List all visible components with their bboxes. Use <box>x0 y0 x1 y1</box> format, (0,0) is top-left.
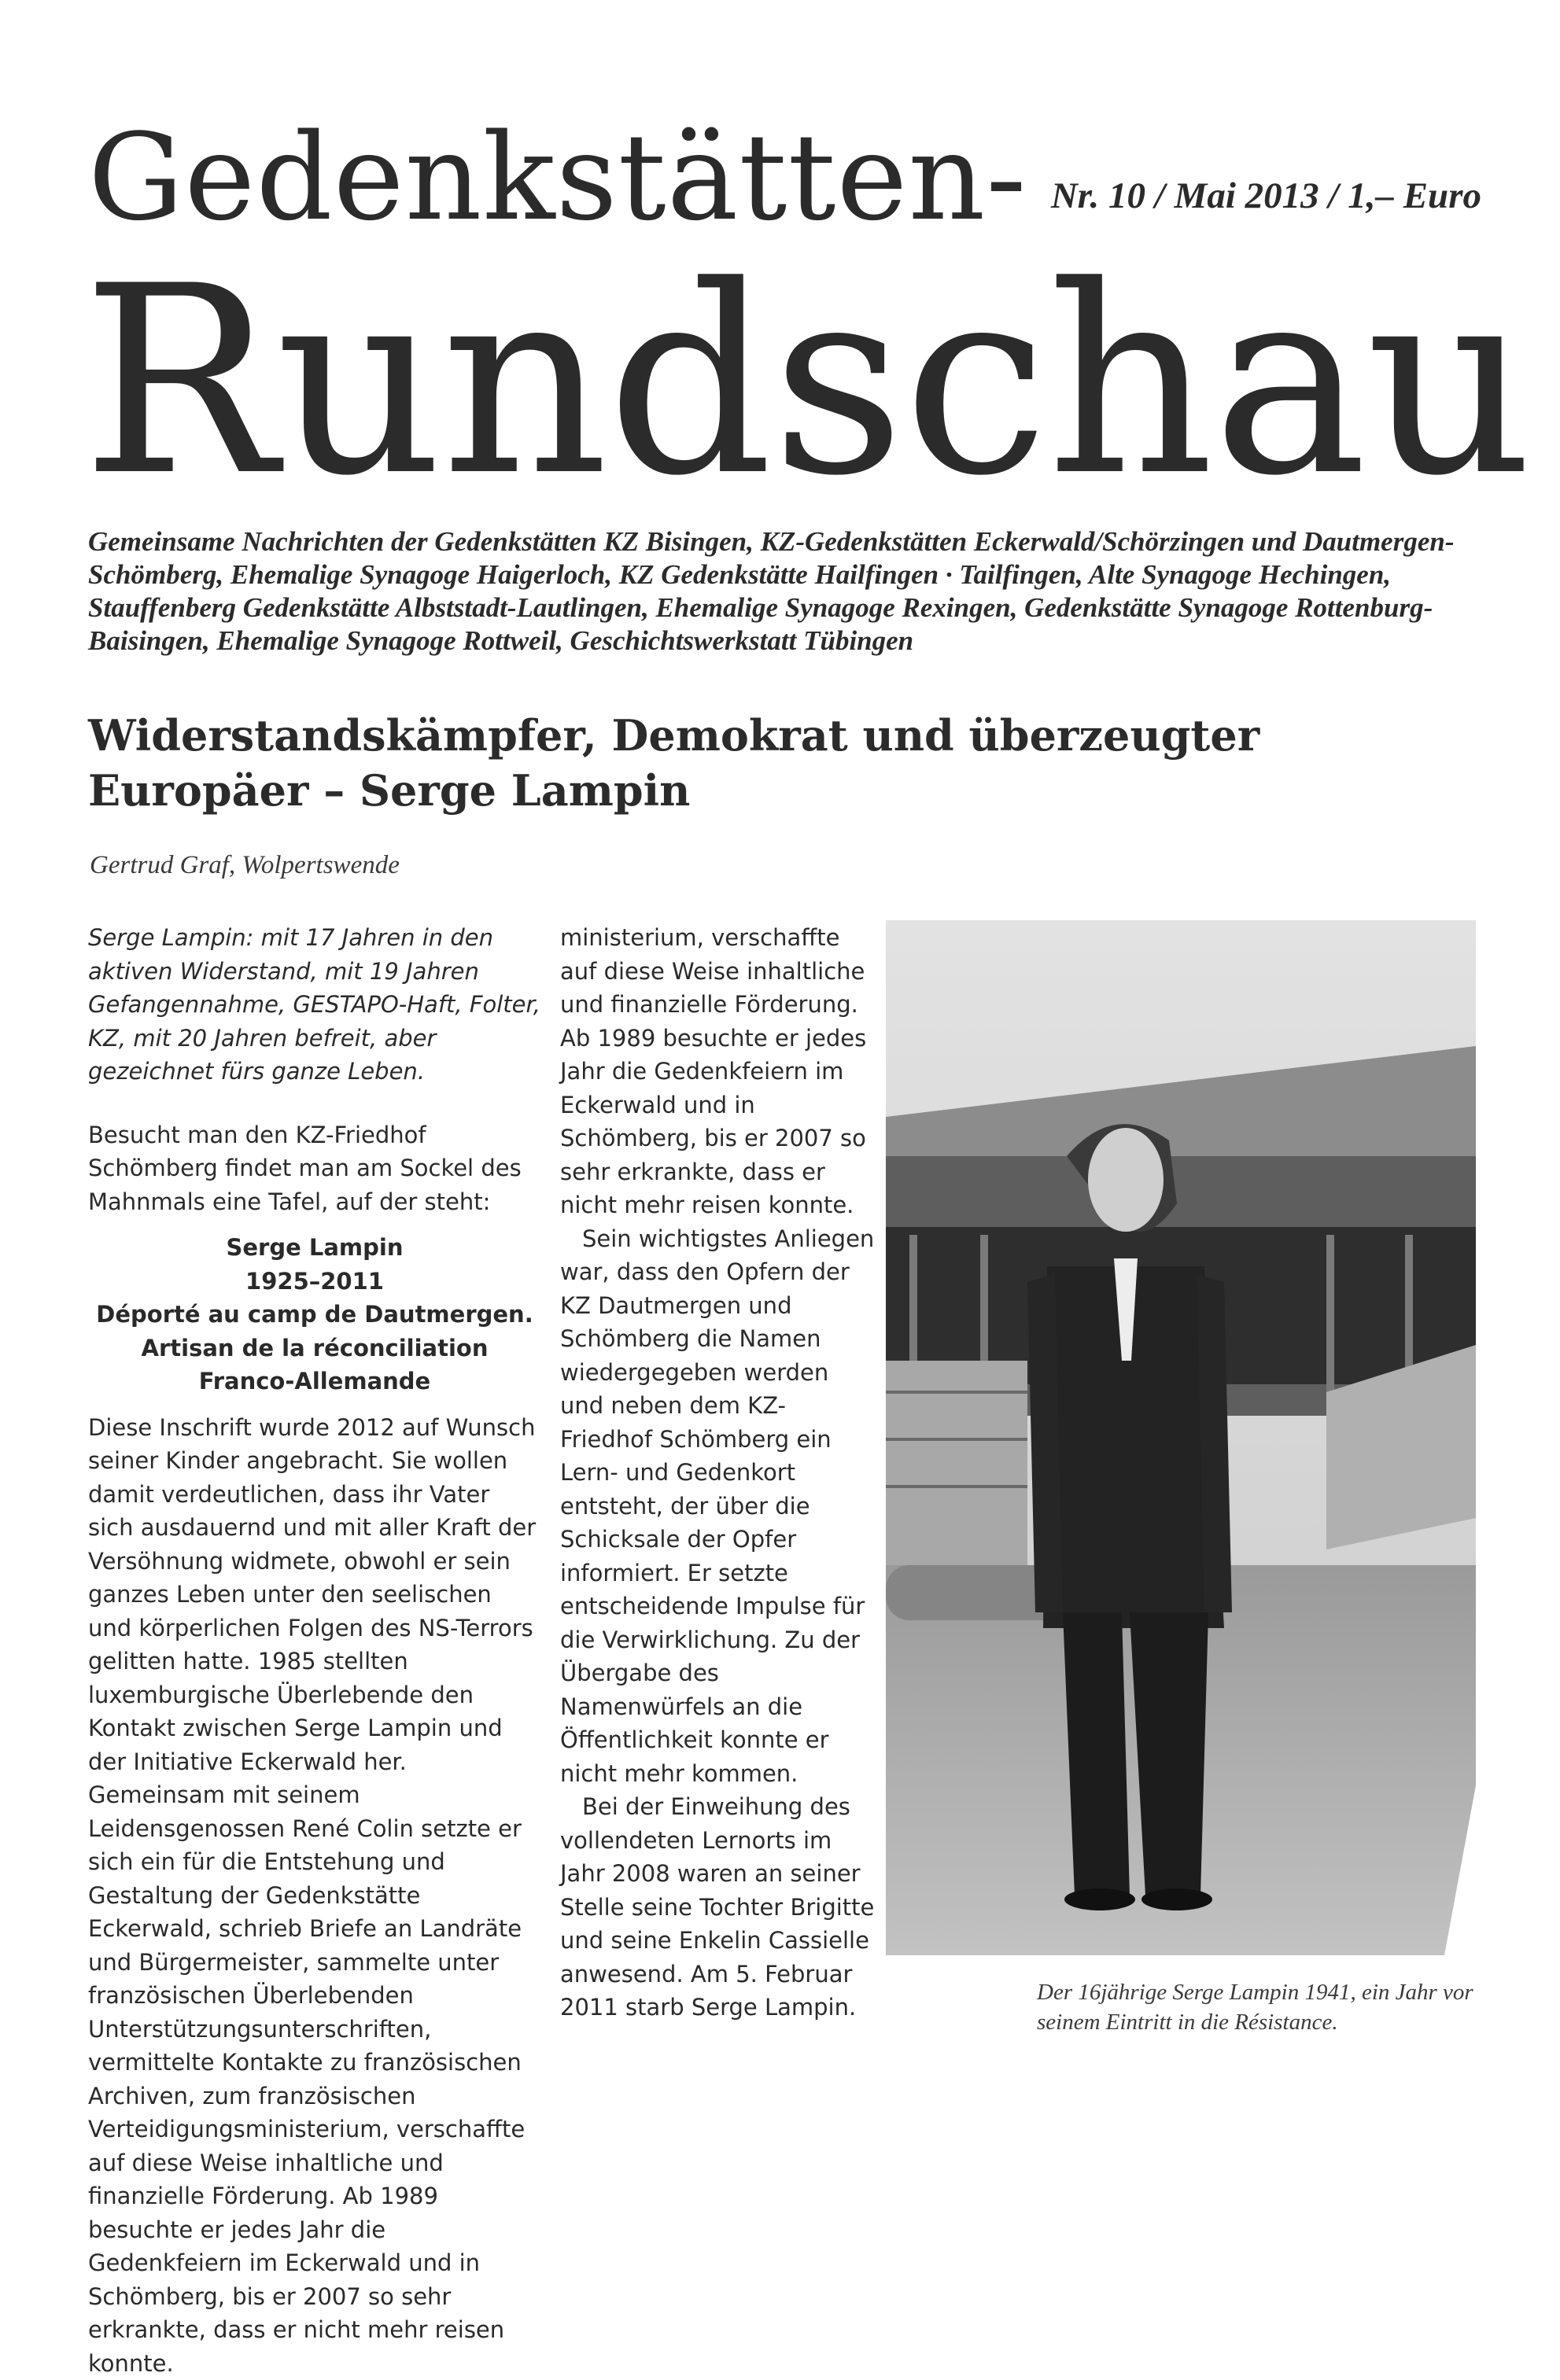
article-column-2 <box>560 921 875 2024</box>
issue-info: Nr. 10 / Mai 2013 / 1,– Euro <box>1050 175 1481 216</box>
article-intro: Serge Lampin: mit 17 Jahren in den aktiven Widerstand, mit 19 Jahren Gefangennahme, GESTAPO-Haft, Folter, KZ, mit 20 Jahren befreit, aber gezeichnet fürs ganze Leben. <box>88 924 541 1085</box>
subtitle: Gemeinsame Nachrichten der Gedenkstätten KZ Bisingen, KZ-Gedenkstätten Eckerwald/Schörzingen und Dautmergen-Schömberg, Ehemalige Synagoge Haigerloch, KZ Gedenkstätte Hailfingen · Tailfingen, Alte Synagoge Hechingen, Stauffenberg Gedenkstätte Albststadt-Lautlingen, Ehemalige Synagoge Rexingen, Gedenkstätte Synagoge Rottenburg-Baisingen, Ehemalige Synagoge Rottweil, Geschichtswerkstatt Tübingen <box>88 526 1455 656</box>
article-column-1 <box>88 921 541 2377</box>
article-headline: Widerstandskämpfer, Demokrat und überzeugter Europäer – Serge Lampin <box>88 710 1260 816</box>
article-byline: Gertrud Graf, Wolpertswende <box>90 851 400 879</box>
masthead-title-line2: Rundschau <box>82 230 1532 532</box>
photo-caption: Der 16jährige Serge Lampin 1941, ein Jahr vor seinem Eintritt in die Résistance. <box>1037 1980 1473 2035</box>
article-paragraph-4: Bei der Einweihung des vollendeten Lernorts im Jahr 2008 waren an seiner Stelle seine Tochter Brigitte und seine Enkelin Cassielle anwesend. Am 5. Februar 2011 starb Serge Lampin. <box>560 1793 875 2021</box>
article-paragraph-2: Diese Inschrift wurde 2012 auf Wunsch seiner Kinder angebracht. Sie wollen damit verdeutlichen, dass ihr Vater sich ausdauernd und mit aller Kraft der Versöhnung widmete, obwohl er sein ganzes Leben unter den seelischen und körperlichen Folgen des NS-Terrors gelitten hatte. 1985 stellten luxemburgische Überlebende den Kontakt zwischen Serge Lampin und der Initiative Eckerwald her. Gemeinsam mit seinem Leidensgenossen René Colin setzte er sich ein für die Entstehung und Gestaltung der Gedenkstätte Eckerwald, schrieb Briefe an Landräte und Bürgermeister, sammelte unter französischen Überlebenden Unterstützungsunterschriften, vermittelte Kontakte zu französischen Archiven, zum französischen Verteidigungsministerium, verschaffte auf diese Weise inhaltliche und finanzielle Förderung. Ab 1989 besuchte er jedes Jahr die Gedenkfeiern im Eckerwald und in Schömberg, bis er 2007 so sehr erkrankte, dass er nicht mehr reisen konnte. <box>88 1413 537 2377</box>
article-paragraph-1: Besucht man den KZ-Friedhof Schömberg findet man am Sockel des Mahnmals eine Tafel, auf der steht: <box>88 1121 522 1215</box>
portrait-photo <box>886 920 1476 1955</box>
inscription-line: Déporté au camp de Dautmergen. <box>96 1301 533 1328</box>
inscription-line: Artisan de la réconciliation <box>141 1334 489 1361</box>
article-paragraph-2-continued <box>560 921 875 1222</box>
memorial-inscription <box>88 1231 541 1398</box>
masthead-title-line1: Gedenkstätten- <box>88 108 1027 247</box>
inscription-line: Franco-Allemande <box>198 1368 431 1394</box>
inscription-line: 1925–2011 <box>245 1267 384 1295</box>
article-paragraph-2-tail: ministerium, verschaffte auf diese Weise inhaltliche und finanzielle Förderung. Ab 1989 besuchte er jedes Jahr die Gedenkfeiern im Eckerwald und in Schömberg, bis er 2007 so sehr erkrankte, dass er nicht mehr reisen konnte. <box>560 924 867 1218</box>
inscription-line: Serge Lampin <box>226 1234 404 1261</box>
article-paragraph-3: Sein wichtigstes Anliegen war, dass den Opfern der KZ Dautmergen und Schömberg die Namen wiedergegeben werden und neben dem KZ-Friedhof Schömberg ein Lern- und Gedenkort entsteht, der über die Schicksale der Opfer informiert. Er setzte entscheidende Impulse für die Verwirklichung. Zu der Übergabe des Namenwürfels an die Öffentlichkeit konnte er nicht mehr kommen. <box>560 1225 875 1787</box>
